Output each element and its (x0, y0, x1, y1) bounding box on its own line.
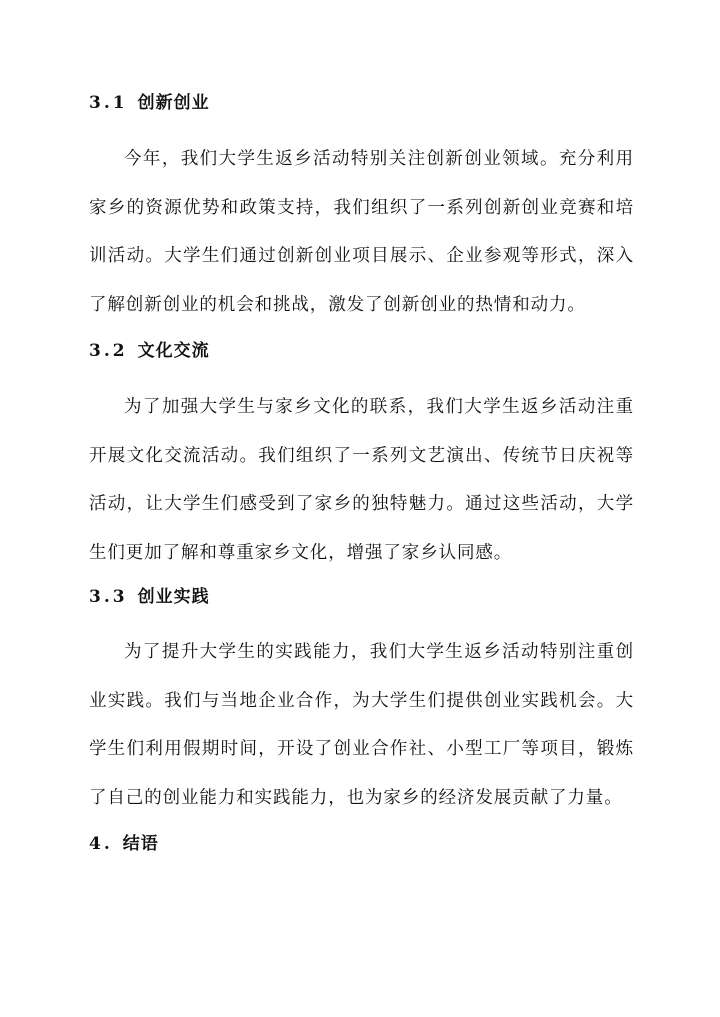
section-title: 结语 (122, 834, 159, 854)
section-title: 文化交流 (137, 341, 210, 361)
section-title: 创业实践 (137, 587, 210, 607)
section-heading-3-3 (89, 582, 210, 607)
section-heading-4 (89, 829, 159, 854)
section-number: 3.3 (89, 587, 128, 607)
section-number: 3.2 (89, 341, 128, 361)
section-heading-3-2 (89, 336, 210, 361)
section-number: 3.1 (89, 93, 128, 113)
section-title: 创新创业 (137, 93, 210, 113)
section-paragraph-3-3: 为了提升大学生的实践能力，我们大学生返乡活动特别注重创业实践。我们与当地企业合作，为大学生们提供创业实践机会。大学生们利用假期时间，开设了创业合作社、小型工厂等项目，锻炼了自己的创业能力和实践能力，也为家乡的经济发展贡献了力量。 (89, 642, 634, 808)
section-paragraph-3-2: 为了加强大学生与家乡文化的联系，我们大学生返乡活动注重开展文化交流活动。我们组织了一系列文艺演出、传统节日庆祝等活动，让大学生们感受到了家乡的独特魅力。通过这些活动，大学生们更加了解和尊重家乡文化，增强了家乡认同感。 (89, 397, 634, 563)
section-heading-3-1 (89, 88, 210, 113)
section-number: 4. (89, 834, 113, 854)
section-paragraph-3-1: 今年，我们大学生返乡活动特别关注创新创业领域。充分利用家乡的资源优势和政策支持，我们组织了一系列创新创业竞赛和培训活动。大学生们通过创新创业项目展示、企业参观等形式，深入了解创新创业的机会和挑战，激发了创新创业的热情和动力。 (89, 149, 634, 315)
